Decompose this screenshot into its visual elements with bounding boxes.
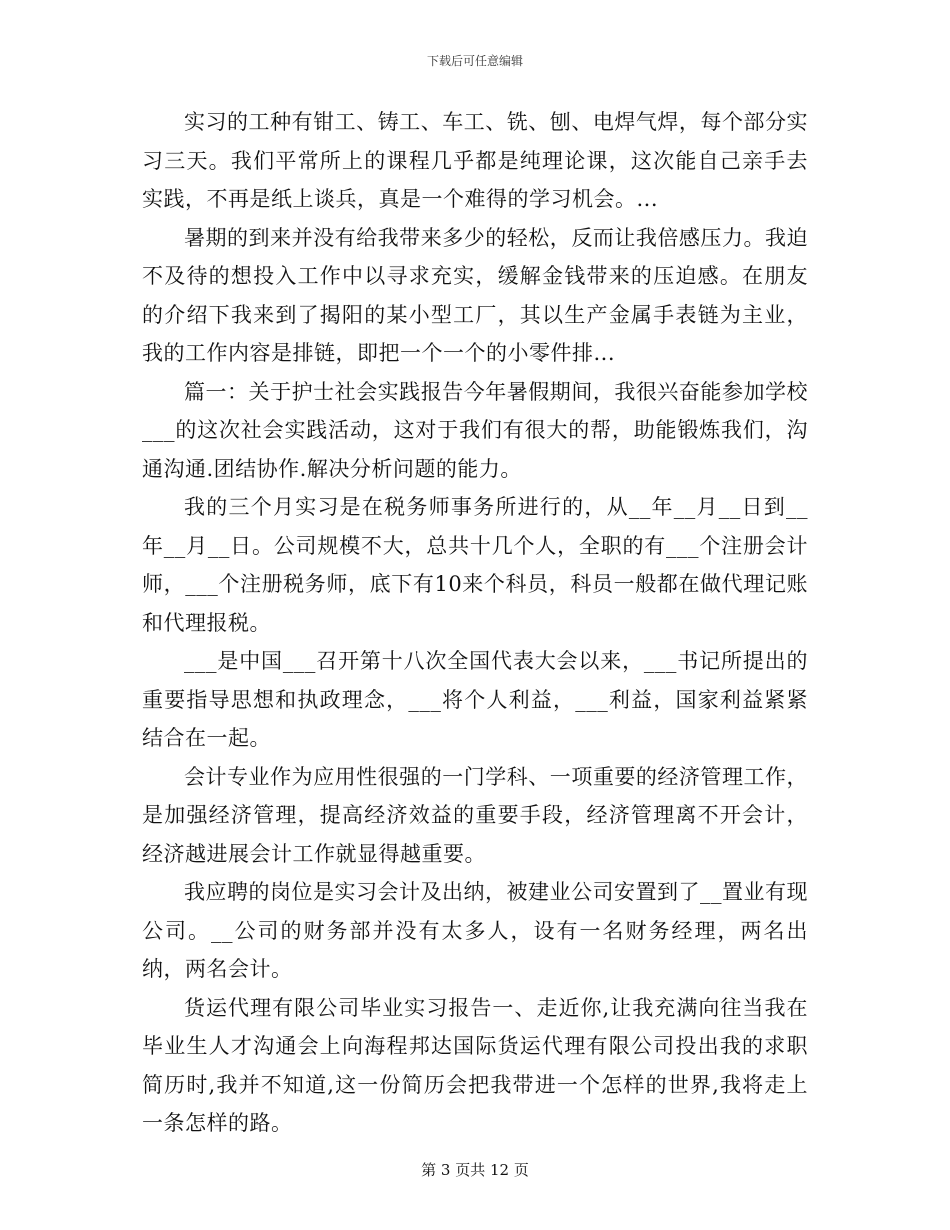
paragraph: 我应聘的岗位是实习会计及出纳，被建业公司安置到了__置业有现公司。__公司的财务部并没有太多人，设有一名财务经理，两名出纳，两名会计。 xyxy=(142,880,808,981)
paragraph: 暑期的到来并没有给我带来多少的轻松，反而让我倍感压力。我迫不及待的想投入工作中以寻求充实，缓解金钱带来的压迫感。在朋友的介绍下我来到了揭阳的某小型工厂，其以生产金属手表链为主业，我的工作内容是排链，即把一个一个的小零件排... xyxy=(142,225,808,365)
paragraph: 我的三个月实习是在税务师事务所进行的，从__年__月__日到__年__月__日。公司规模不大，总共十几个人，全职的有___个注册会计师，___个注册税务师，底下有10来个科员，科员一般都在做代理记账和代理报税。 xyxy=(142,495,808,635)
page-number-footer: 第 3 页共 12 页 xyxy=(421,1161,529,1179)
document-body xyxy=(142,103,808,1143)
paragraph: 篇一：关于护士社会实践报告今年暑假期间，我很兴奋能参加学校___的这次社会实践活动，这对于我们有很大的帮，助能锻炼我们，沟通沟通.团结协作.解决分析问题的能力。 xyxy=(142,379,808,481)
page-header: 下载后可任意编辑 xyxy=(426,54,523,68)
paragraph: 会计专业作为应用性很强的一门学科、一项重要的经济管理工作，是加强经济管理，提高经济效益的重要手段，经济管理离不开会计，经济越进展会计工作就显得越重要。 xyxy=(142,764,808,866)
paragraph: ___是中国___召开第十八次全国代表大会以来，___书记所提出的重要指导思想和执政理念，___将个人利益，___利益，国家利益紧紧结合在一起。 xyxy=(142,649,808,750)
paragraph: 货运代理有限公司毕业实习报告一、走近你,让我充满向往当我在毕业生人才沟通会上向海程邦达国际货运代理有限公司投出我的求职简历时,我并不知道,这一份简历会把我带进一个怎样的世界,我将走上一条怎样的路。 xyxy=(142,995,808,1135)
paragraph: 实习的工种有钳工、铸工、车工、铣、刨、电焊气焊，每个部分实习三天。我们平常所上的课程几乎都是纯理论课，这次能自己亲手去实践，不再是纸上谈兵，真是一个难得的学习机会。... xyxy=(142,110,808,211)
